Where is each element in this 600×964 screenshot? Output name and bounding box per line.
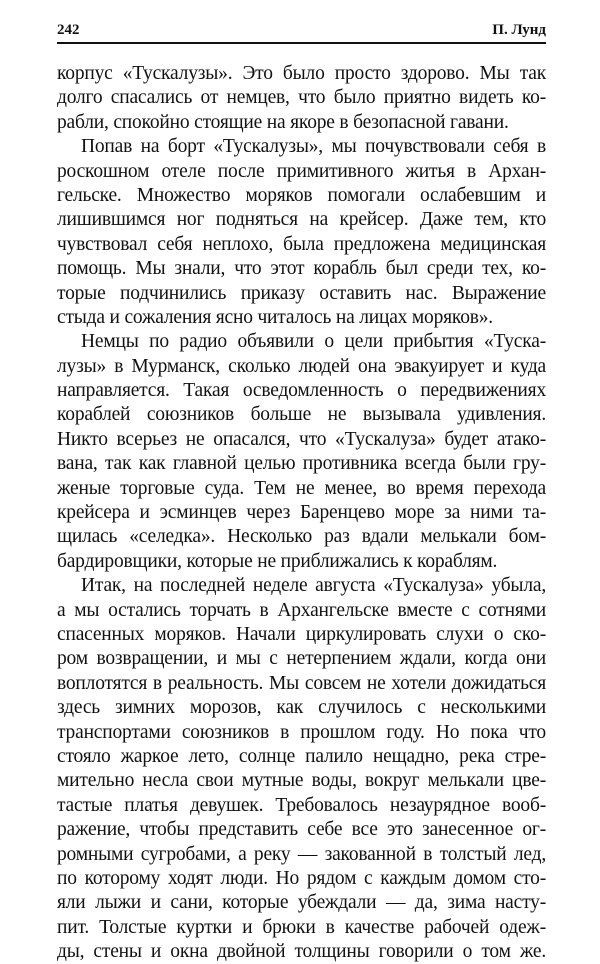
text-line: щилась «селедка». Несколько раз вдали мелькали бом- [57,526,546,548]
text-line: корпус «Тускалузы». Это было просто здорово. Мы так [57,63,546,84]
text-line: женые торговые суда. Тем не менее, во время перехода [57,477,546,499]
text-line: долго спасались от немцев, что было приятно видеть ко- [57,87,546,109]
text-line: воплотятся в реальность. Мы совсем не хотели дожидаться [57,672,546,694]
text-line: лишившимся ног подняться на крейсер. Даже тем, кто [57,209,546,231]
text-line: мительно несла свои мутные воды, вокруг мелькали цве- [57,770,546,792]
text-line: роскошном отеле после примитивного житья в Архан- [57,160,546,182]
paragraph-1 [57,62,546,135]
text-line: Попав на борт «Тускалузы», мы почувствовали себя в [81,136,546,158]
text-line: помощь. Мы знали, что этот корабль был среди тех, ко- [57,258,546,280]
text-line: ражение, чтобы представить себе все это занесенное ог- [57,819,546,841]
text-line: транспортами союзников в прошлом году. Но пока что [57,721,546,743]
text-line: стыда и сожаления ясно читалось на лицах моряков». [57,306,493,328]
text-line: здесь зимних морозов, как случилось с несколькими [57,697,546,719]
paragraph-4 [57,574,546,964]
text-line: гельске. Множество моряков помогали ослабевшим и [57,184,546,206]
header-rule [57,42,546,44]
body-text [57,62,546,964]
text-line: чувствовал себя неплохо, была предложена медицинская [57,233,546,255]
running-head-author: П. Лунд [492,22,546,38]
text-line: лузы» в Мурманск, сколько людей она эвакуирует и куда [57,355,546,377]
text-line: ромными сугробами, а реку — закованной в толстый лед, [57,843,546,865]
text-line: ром возвращении, и мы с нетерпением ждали, когда они [57,648,546,670]
text-line: пит. Толстые куртки и брюки в качестве рабочей одеж- [57,916,546,938]
text-line: спасенных моряков. Начали циркулировать слухи о ско- [57,623,546,645]
page-number: 242 [57,22,80,38]
text-line: вана, так как главной целью противника всегда были гру- [57,453,546,475]
text-line: стояло жаркое лето, солнце палило нещадно, река стре- [57,745,546,767]
text-line: Немцы по радио объявили о цели прибытия «Туска- [81,331,546,353]
text-line: крейсера и эсминцев через Баренцево море за ними та- [57,502,546,524]
text-line: а мы остались торчать в Архангельске вместе с сотнями [57,599,546,621]
text-line: кораблей союзников больше не вызывала удивления. [57,404,546,426]
text-line: Никто всерьез не опасался, что «Тускалуза» будет атако- [57,428,546,450]
text-line: рабли, спокойно стоящие на якоре в безопасной гавани. [57,111,509,133]
paragraph-3 [57,330,546,574]
text-line: по которому ходят люди. Но рядом с каждым домом сто- [57,867,546,889]
page-header [57,22,546,42]
text-line: Итак, на последней неделе августа «Тускалуза» убыла, [81,575,546,597]
text-line: ды, стены и окна двойной толщины говорили о том же. [57,941,546,963]
text-line: торые подчинились приказу оставить нас. Выражение [57,282,546,304]
text-line: яли лыжи и сани, которые убеждали — да, зима насту- [57,892,546,914]
text-line: направляется. Такая осведомленность о передвижениях [57,380,546,402]
paragraph-2 [57,135,546,330]
text-line: бардировщики, которые не приближались к кораблям. [57,550,498,572]
text-line: тастые платья девушек. Требовалось незаурядное вооб- [57,794,546,816]
